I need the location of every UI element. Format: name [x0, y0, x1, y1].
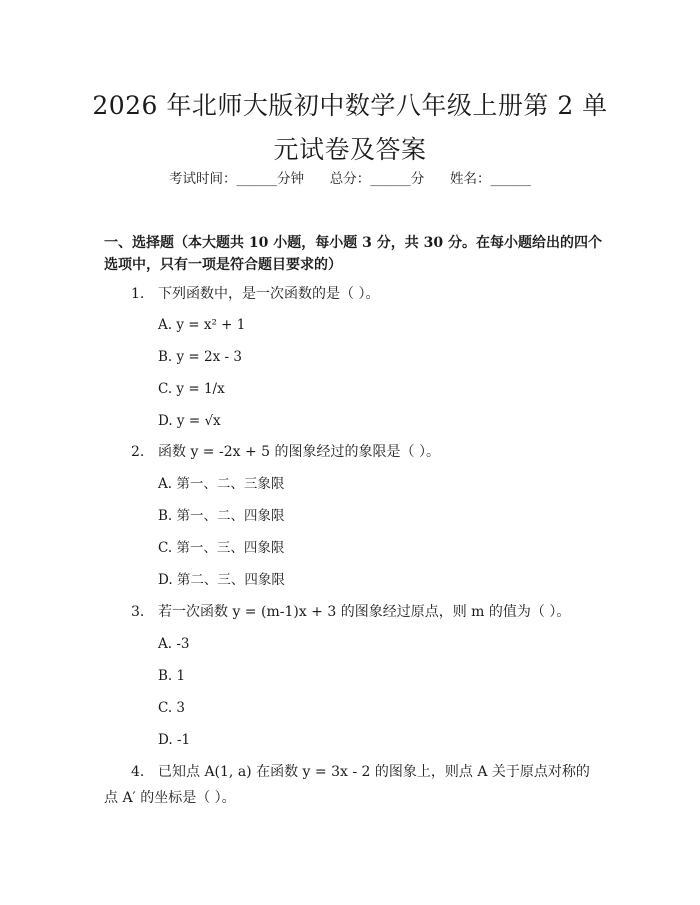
question-2-option-d: D. 第二、三、四象限	[158, 572, 285, 588]
section-heading: 一、选择题（本大题共 10 小题，每小题 3 分，共 30 分。在每小题给出的四个选项中，只有一项是符合题目要求的）	[104, 235, 602, 273]
question-3-option-d: D. -1	[158, 732, 191, 748]
question-3-option-a: A. -3	[158, 636, 190, 652]
score-blank: ______	[370, 171, 411, 187]
question-3-option-c: C. 3	[158, 700, 186, 716]
time-unit: 分钟	[277, 171, 304, 187]
question-3-stem: 若一次函数 y = (m-1)x + 3 的图象经过原点，则 m 的值为（ ）。	[158, 604, 571, 620]
question-2-option-a: A. 第一、二、三象限	[158, 476, 285, 492]
exam-info-line	[0, 168, 700, 190]
question-2-option-c: C. 第一、三、四象限	[158, 540, 285, 556]
question-1-option-d: D. y = √x	[158, 413, 221, 429]
question-1-number: 1.	[131, 286, 145, 302]
name-blank: ______	[490, 171, 531, 187]
time-blank: ______	[236, 171, 277, 187]
page-title: 2026 年北师大版初中数学八年级上册第 2 单元试卷及答案	[92, 91, 608, 164]
question-1-stem: 下列函数中，是一次函数的是（ ）。	[158, 286, 380, 302]
question-1-option-c: C. y = 1/x	[158, 381, 225, 397]
question-2-option-b: B. 第一、二、四象限	[158, 508, 285, 524]
name-label: 姓名：	[450, 171, 491, 187]
question-3-option-b: B. 1	[158, 668, 186, 684]
question-4-stem	[104, 759, 602, 811]
question-1-option-a: A. y = x² + 1	[158, 317, 246, 333]
score-unit: 分	[410, 171, 425, 187]
question-2-number: 2.	[131, 444, 145, 460]
question-4-number: 4.	[131, 764, 145, 780]
question-3-number: 3.	[131, 604, 145, 620]
time-label: 考试时间：	[169, 171, 237, 187]
score-label: 总分：	[329, 171, 371, 187]
question-4-stem-text: 已知点 A(1, a) 在函数 y = 3x - 2 的图象上，则点 A 关于原点对称的点 A′ 的坐标是（ ）。	[104, 764, 590, 806]
question-2-stem: 函数 y = -2x + 5 的图象经过的象限是（ ）。	[158, 444, 440, 460]
question-1-option-b: B. y = 2x - 3	[158, 349, 242, 365]
